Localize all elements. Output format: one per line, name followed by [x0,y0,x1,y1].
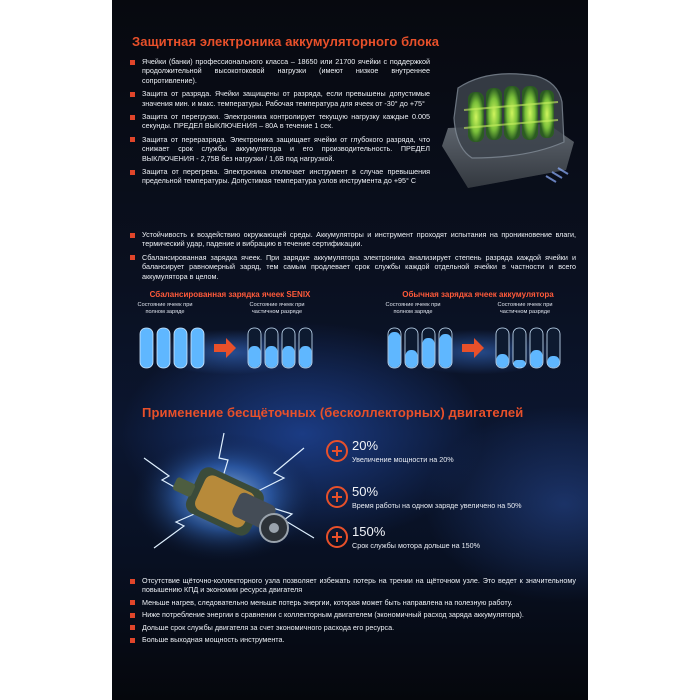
stat-description: Срок службы мотора дольше на 150% [352,541,481,550]
list-item: Меньше нагрев, следовательно меньше потерь энергии, которая может быть направлена на полезную работу. [130,598,576,607]
stat-value: 50% [352,484,379,499]
panel-title: Обычная зарядка ячеек аккумулятора [402,290,554,299]
list-item: Ячейки (банки) профессионального класса – 18650 или 21700 ячейки с поддержкой продолжительной высокотоковой нагрузки (имеют низкое внутреннее сопротивление). [130,57,430,85]
list-item: Дольше срок службы двигателя за счет экономичного расхода его ресурса. [130,623,576,632]
battery-pack-image [428,58,578,198]
caption-full-charge: Состояние ячеек при полном заряде [137,302,193,315]
normal-cells-image [378,320,578,372]
balanced-cells-image [130,320,330,372]
list-item: Ниже потребление энергии в сравнении с коллекторным двигателем (экономичный расход заряда аккумулятора). [130,610,576,619]
caption-partial-discharge: Состояние ячеек при частичном разряде [497,302,553,315]
section-title-brushless-motors: Применение бесщёточных (бесколлекторных) двигателей [142,405,524,420]
battery-features-list [130,230,576,285]
list-item: Отсутствие щёточно-коллекторного узла позволяет избежать потерь на трении на щёточном узле. Это ведет к значительному повышению КПД и экономии ресурса двигателя [130,576,576,595]
list-item: Устойчивость к воздействию окружающей среды. Аккумуляторы и инструмент проходят испытания на проникновение влаги, термический удар, падение и вибрацию в течение сертификации. [130,230,576,249]
list-item: Защита от переразряда. Электроника защищает ячейки от глубокого разряда, что снижает срок службы аккумулятора и его производительность. ПРЕДЕЛ ВЫКЛЮЧЕНИЯ - 2,75В без нагрузки / 1,6В под нагрузкой. [130,135,430,163]
stat-description: Увеличение мощности на 20% [352,455,454,464]
brushless-motor-image [124,428,324,568]
plus-circle-icon [324,524,350,550]
stat-value: 150% [352,524,386,539]
plus-circle-icon [324,438,350,464]
normal-charging-panel [378,290,578,376]
list-item: Больше выходная мощность инструмента. [130,635,576,644]
panel-title: Сбалансированная зарядка ячеек SENIX [149,290,311,299]
list-item: Защита от разряда. Ячейки защищены от разряда, если превышены допустимые значения мин. и макс. температуры. Рабочая температура для ячеек от -30° до +75° [130,89,430,108]
list-item: Сбалансированная зарядка ячеек. При зарядке аккумулятора электроника анализирует степень разряда каждой ячейки и балансирует равномерный заряд, тем самым продлевает срок службы каждой отдельной ячейки в частности и всего аккумулятора в целом. [130,253,576,281]
battery-protection-list [130,57,430,190]
list-item: Защита от перегрева. Электроника отключает инструмент в случае превышения предельной температуры. Допустимая температура узлов инструмента до +95° С [130,167,430,186]
balanced-charging-panel [130,290,330,376]
stat-value: 20% [352,438,379,453]
list-item: Защита от перегрузки. Электроника контролирует текущую нагрузку каждые 0.005 секунды. ПРЕДЕЛ ВЫКЛЮЧЕНИЯ – 80А в течение 1 сек. [130,112,430,131]
caption-partial-discharge: Состояние ячеек при частичном разряде [249,302,305,315]
product-leaflet-page [112,0,588,700]
plus-circle-icon [324,484,350,510]
motor-benefits-list [130,576,576,647]
caption-full-charge: Состояние ячеек при полном заряде [385,302,441,315]
section-title-battery-electronics: Защитная электроника аккумуляторного блока [132,34,440,49]
stat-description: Время работы на одном заряде увеличено на 50% [352,501,522,510]
